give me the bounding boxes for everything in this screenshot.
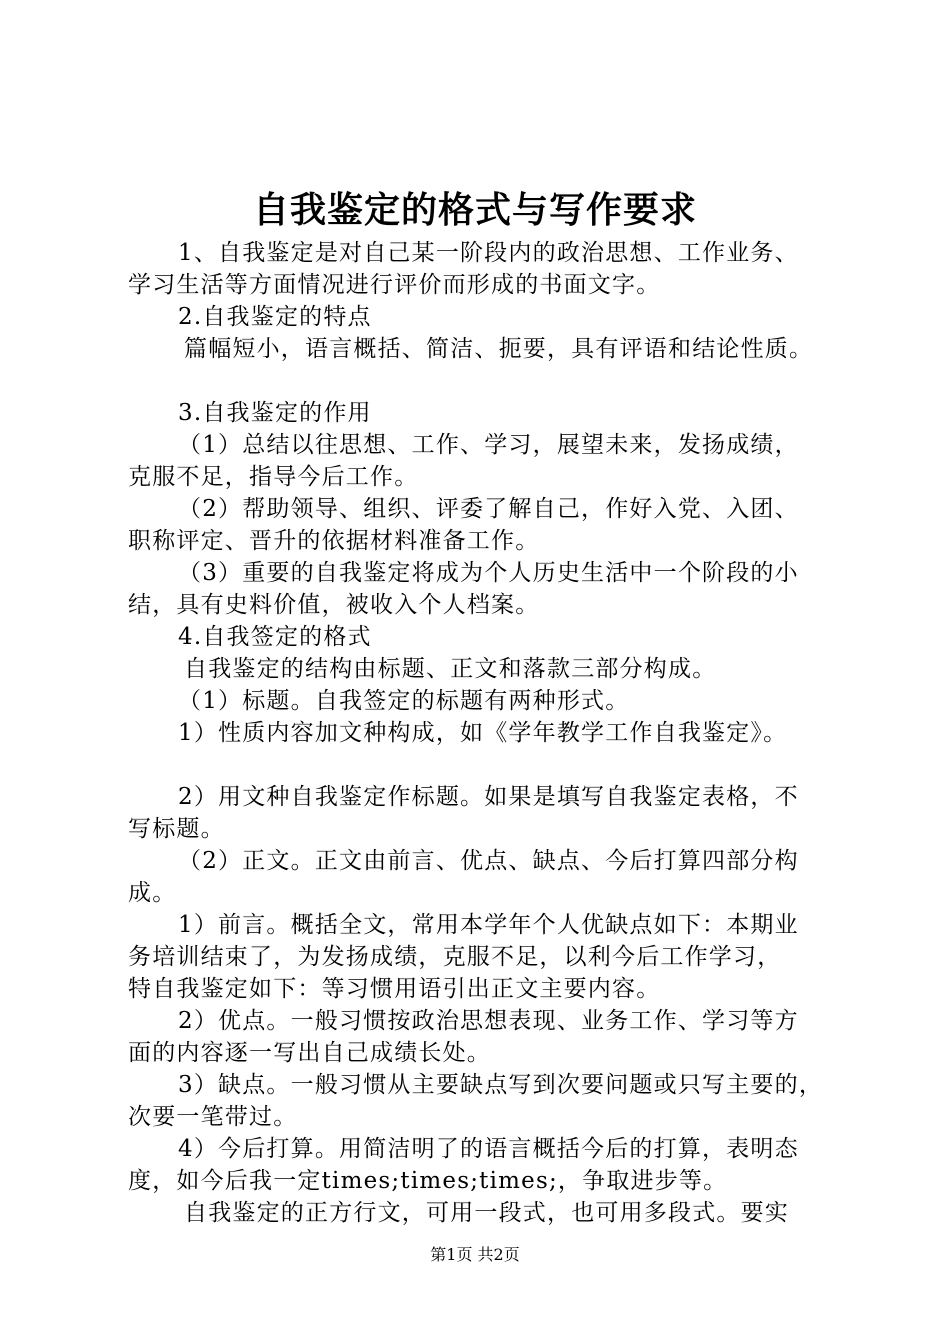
- paragraph-line: 4）今后打算。用简洁明了的语言概括今后的打算，表明态: [178, 1136, 799, 1162]
- paragraph-line: （1）标题。自我签定的标题有两种形式。: [178, 688, 630, 714]
- paragraph-line: 3）缺点。一般习惯从主要缺点写到次要问题或只写主要的，: [178, 1072, 824, 1098]
- paragraph-line: 自我鉴定的结构由标题、正文和落款三部分构成。: [184, 656, 717, 682]
- blank-line: [128, 749, 840, 781]
- paragraph-line: 克服不足，指导今后工作。: [128, 464, 419, 490]
- paragraph-line: 学习生活等方面情况进行评价而形成的书面文字。: [128, 272, 661, 298]
- paragraph-line: 1）前言。概括全文，常用本学年个人优缺点如下：本期业: [178, 912, 799, 938]
- paragraph-line: 务培训结束了，为发扬成绩，克服不足，以利今后工作学习，: [128, 944, 782, 970]
- paragraph-line: 自我鉴定的正方行文，可用一段式，也可用多段式。要实: [184, 1200, 789, 1226]
- page-title: 自我鉴定的格式与写作要求: [252, 189, 697, 231]
- paragraph-line: （3）重要的自我鉴定将成为个人历史生活中一个阶段的小: [178, 560, 799, 586]
- paragraph-line: （2）帮助领导、组织、评委了解自己，作好入党、入团、: [178, 496, 799, 522]
- paragraph-line: 次要一笔带过。: [128, 1104, 298, 1130]
- paragraph-line: 写标题。: [128, 816, 225, 842]
- paragraph-line: 1）性质内容加文种构成，如《学年教学工作自我鉴定》。: [178, 720, 788, 746]
- section-heading: 4.自我签定的格式: [178, 624, 372, 650]
- paragraph-line: （2）正文。正文由前言、优点、缺点、今后打算四部分构: [178, 848, 799, 874]
- paragraph-line: 篇幅短小，语言概括、简洁、扼要，具有评语和结论性质。: [184, 336, 814, 362]
- section-heading: 3.自我鉴定的作用: [178, 400, 372, 426]
- paragraph-line: 2）优点。一般习惯按政治思想表现、业务工作、学习等方: [178, 1008, 799, 1034]
- paragraph-line: 2）用文种自我鉴定作标题。如果是填写自我鉴定表格，不: [178, 784, 799, 810]
- paragraph-line: 面的内容逐一写出自己成绩长处。: [128, 1040, 491, 1066]
- blank-line: [128, 365, 840, 397]
- paragraph-line: 职称评定、晋升的依据材料准备工作。: [128, 528, 540, 554]
- paragraph-line: 特自我鉴定如下：等习惯用语引出正文主要内容。: [128, 976, 661, 1002]
- paragraph-line: （1）总结以往思想、工作、学习，展望未来，发扬成绩，: [178, 432, 799, 458]
- document-body: [128, 237, 840, 1229]
- paragraph-line: 成。: [128, 880, 177, 906]
- paragraph-line: 结，具有史料价值，被收入个人档案。: [128, 592, 540, 618]
- paragraph-line: 1、自我鉴定是对自己某一阶段内的政治思想、工作业务、: [178, 240, 799, 266]
- paragraph-line: 度，如今后我一定times;times;times;，争取进步等。: [128, 1168, 728, 1194]
- page-number-footer: 第1页 共2页: [430, 1245, 520, 1264]
- section-heading: 2.自我鉴定的特点: [178, 304, 372, 330]
